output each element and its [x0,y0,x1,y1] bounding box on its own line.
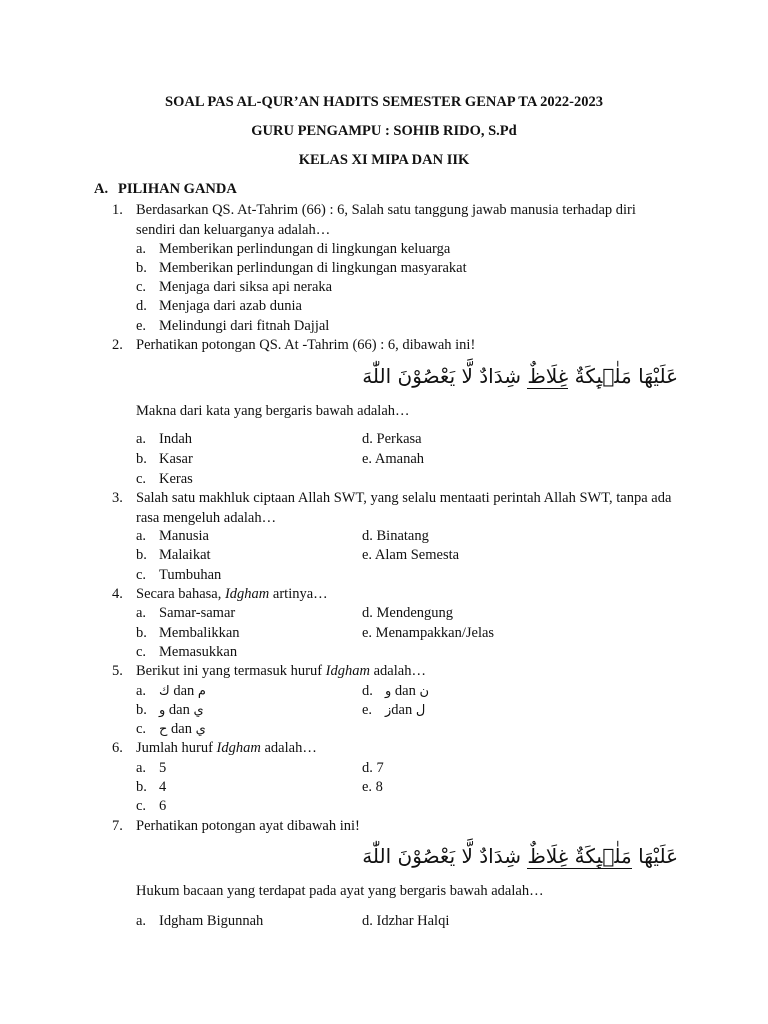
question-number: 7. [112,818,123,834]
section-title: PILIHAN GANDA [118,181,237,197]
option-e[interactable]: e. Amanah [362,451,425,467]
question-text: Perhatikan potongan ayat dibawah ini! [136,818,360,834]
section-label: A. [94,181,109,197]
option-b[interactable]: b. Kasar [136,451,193,467]
option-b[interactable]: b. Malaikat [136,547,211,563]
option-a[interactable]: a. 5 [136,760,167,776]
option-e[interactable]: e. Melindungi dari fitnah Dajjal [136,318,330,334]
option-a[interactable]: a. ك dan م [136,683,206,699]
arabic-verse: عَلَيْهَا مَلٰۤىِٕكَةٌ غِلَاظٌ شِدَادٌ لَّا يَعْصُوْنَ اللّٰهَ [362,844,678,868]
option-d[interactable]: d. Menjaga dari azab dunia [136,298,302,314]
option-b[interactable]: b. Memberikan perlindungan di lingkungan masyarakat [136,260,467,276]
underlined-word: غِلَاظٌ [527,364,569,388]
option-e[interactable]: e. Alam Semesta [362,547,460,563]
option-b[interactable]: b. و dan ي [136,702,204,718]
option-d[interactable]: d. Perkasa [362,431,422,447]
option-d[interactable]: d. Idzhar Halqi [362,913,450,929]
option-a[interactable]: a. Manusia [136,528,209,544]
question-text: Salah satu makhluk ciptaan Allah SWT, yang selalu mentaati perintah Allah SWT, tanpa ada rasa mengeluh adalah… [136,490,672,526]
question-prompt: Makna dari kata yang bergaris bawah adalah… [136,403,410,419]
question-text: Berdasarkan QS. At-Tahrim (66) : 6, Salah satu tanggung jawab manusia terhadap diri sendiri dan keluarganya adalah… [136,202,636,238]
option-c[interactable]: c. ح dan ي [136,721,206,737]
question-prompt: Hukum bacaan yang terdapat pada ayat yang bergaris bawah adalah… [136,883,544,899]
question-number: 6. [112,740,123,756]
option-a[interactable]: a. Idgham Bigunnah [136,913,264,929]
option-d[interactable]: d. و dan ن [362,683,430,699]
option-c[interactable]: c. Memasukkan [136,644,238,660]
question-number: 3. [112,490,123,506]
option-e[interactable]: e. Menampakkan/Jelas [362,625,495,641]
option-b[interactable]: b. 4 [136,779,167,795]
option-c[interactable]: c. Keras [136,471,193,487]
question-text: Secara bahasa, Idgham artinya… [136,586,328,602]
option-a[interactable]: a. Samar-samar [136,605,236,621]
section-heading [94,181,237,198]
question-number: 4. [112,586,123,602]
option-e[interactable]: e. 8 [362,779,383,795]
class-line: KELAS XI MIPA DAN IIK [298,152,470,168]
option-d[interactable]: d. Mendengung [362,605,454,621]
option-c[interactable]: c. Tumbuhan [136,567,222,583]
option-e[interactable]: e. ﺯdan ل [362,702,426,718]
option-c[interactable]: c. 6 [136,798,167,814]
underlined-phrase: مَلٰۤىِٕكَةٌ غِلَاظٌ [527,844,632,868]
arabic-verse: عَلَيْهَا مَلٰۤىِٕكَةٌ غِلَاظٌ شِدَادٌ لَّا يَعْصُوْنَ اللّٰهَ [362,364,678,388]
exam-title: SOAL PAS AL-QUR’AN HADITS SEMESTER GENAP TA 2022-2023 [165,94,603,110]
question-text: Jumlah huruf Idgham adalah… [136,740,317,756]
question-text: Perhatikan potongan QS. At -Tahrim (66) : 6, dibawah ini! [136,337,476,353]
option-d[interactable]: d. Binatang [362,528,429,544]
option-a[interactable]: a. Indah [136,431,193,447]
option-a[interactable]: a. Memberikan perlindungan di lingkungan keluarga [136,241,451,257]
option-d[interactable]: d. 7 [362,760,384,776]
teacher-line: GURU PENGAMPU : SOHIB RIDO, S.Pd [251,123,517,139]
option-c[interactable]: c. Menjaga dari siksa api neraka [136,279,333,295]
option-b[interactable]: b. Membalikkan [136,625,240,641]
question-number: 1. [112,202,123,218]
question-number: 2. [112,337,123,353]
question-text: Berikut ini yang termasuk huruf Idgham adalah… [136,663,426,679]
question-number: 5. [112,663,123,679]
